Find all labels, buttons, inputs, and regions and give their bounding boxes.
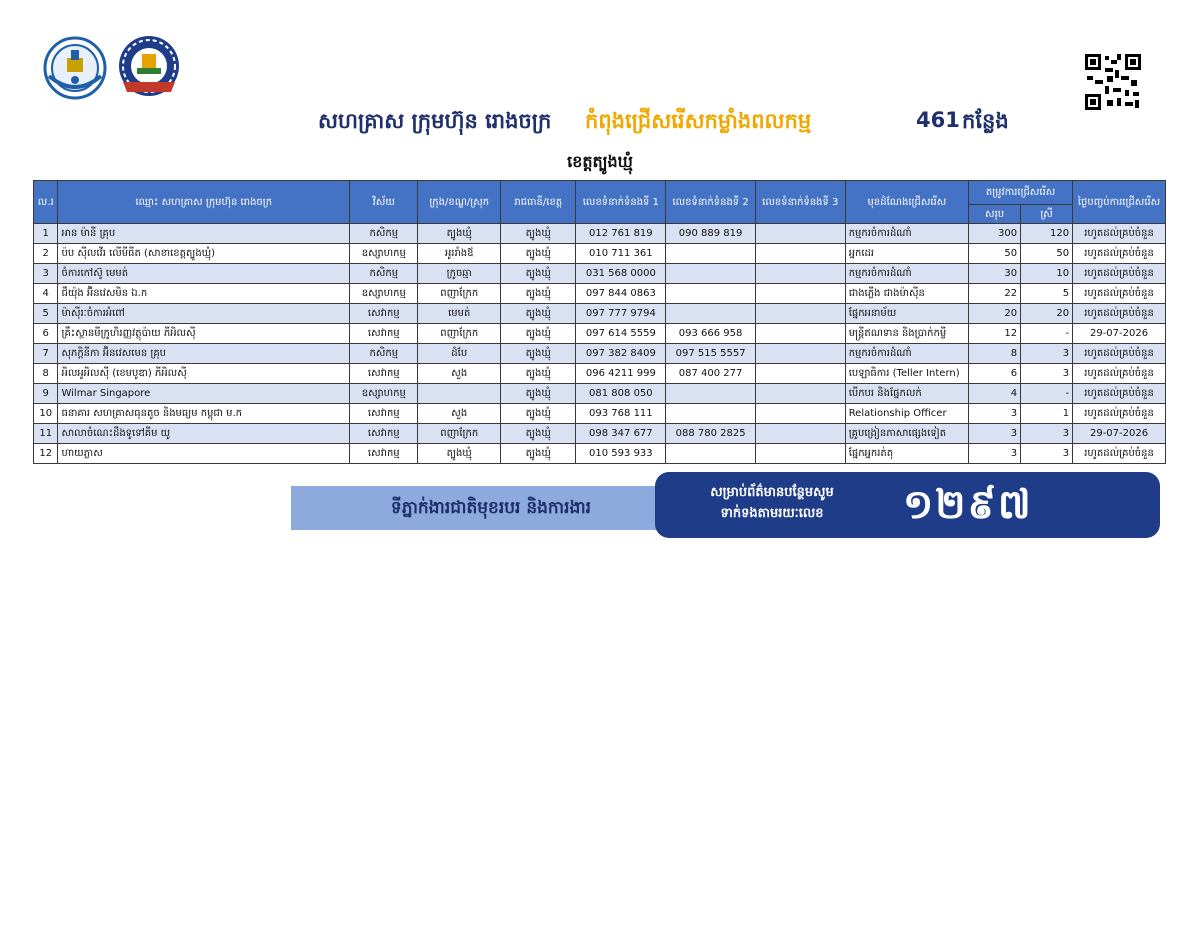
cell-phone1: 097 777 9794 — [576, 304, 666, 324]
cell-company: ចំការកៅស៊ូ មេមត់ — [58, 264, 350, 284]
cell-female: 20 — [1021, 304, 1073, 324]
cell-district: សួង — [418, 404, 501, 424]
cell-phone1: 031 568 0000 — [576, 264, 666, 284]
cell-phone1: 081 808 050 — [576, 384, 666, 404]
cell-sector: ឧស្សាហកម្ម — [350, 284, 418, 304]
job-listing-table — [33, 180, 1166, 464]
ministry-emblem-logo — [43, 36, 107, 100]
cell-company: សាលាចំណេះដឹងទូទៅគីម យូ — [58, 424, 350, 444]
cell-total: 12 — [969, 324, 1021, 344]
cell-phone3 — [755, 404, 845, 424]
cell-total: 8 — [969, 344, 1021, 364]
cell-district: ត្បូងឃ្មុំ — [418, 444, 501, 464]
cell-phone1: 012 761 819 — [576, 224, 666, 244]
cell-company: Wilmar Singapore — [58, 384, 350, 404]
cell-sector: កសិកម្ម — [350, 344, 418, 364]
cell-position: បេឡាធិការ (Teller Intern) — [845, 364, 968, 384]
cell-sector: សេវាកម្ម — [350, 364, 418, 384]
cell-no: 7 — [34, 344, 58, 364]
cell-female: 3 — [1021, 344, 1073, 364]
header-phone2: លេខទំនាក់ទំនងទី 2 — [666, 181, 756, 224]
cell-no: 8 — [34, 364, 58, 384]
cell-phone3 — [755, 424, 845, 444]
cell-deadline: រហូតដល់គ្រប់ចំនួន — [1073, 304, 1166, 324]
cell-district: សួង — [418, 364, 501, 384]
cell-phone1: 097 844 0863 — [576, 284, 666, 304]
header-total: សរុប — [969, 205, 1021, 224]
cell-phone1: 097 614 5559 — [576, 324, 666, 344]
cell-phone2 — [666, 244, 756, 264]
cell-phone2: 088 780 2825 — [666, 424, 756, 444]
cell-phone3 — [755, 344, 845, 364]
table-row — [34, 264, 1166, 284]
cell-phone3 — [755, 304, 845, 324]
cell-no: 12 — [34, 444, 58, 464]
cell-district: អូររាំងឪ — [418, 244, 501, 264]
cell-phone2 — [666, 284, 756, 304]
cell-province: ត្បូងឃ្មុំ — [501, 364, 576, 384]
cell-province: ត្បូងឃ្មុំ — [501, 424, 576, 444]
cell-position: ជាងភ្លើង ជាងម៉ាស៊ីន — [845, 284, 968, 304]
cell-company: ហាយភ្លាស — [58, 444, 350, 464]
table-row — [34, 224, 1166, 244]
table-row — [34, 404, 1166, 424]
cell-sector: កសិកម្ម — [350, 224, 418, 244]
cell-total: 30 — [969, 264, 1021, 284]
cell-no: 3 — [34, 264, 58, 284]
title-entities: សហគ្រាស ក្រុមហ៊ុន រោងចក្រ — [318, 109, 552, 133]
title-row — [0, 108, 1200, 142]
cell-phone3 — [755, 444, 845, 464]
cell-phone1: 096 4211 999 — [576, 364, 666, 384]
cell-total: 3 — [969, 444, 1021, 464]
cell-phone3 — [755, 324, 845, 344]
table-row — [34, 284, 1166, 304]
cell-district: មេមត់ — [418, 304, 501, 324]
table-row — [34, 424, 1166, 444]
cell-total: 4 — [969, 384, 1021, 404]
cell-female: 3 — [1021, 444, 1073, 464]
cell-female: 3 — [1021, 424, 1073, 444]
cell-total: 22 — [969, 284, 1021, 304]
cell-total: 3 — [969, 424, 1021, 444]
cell-no: 9 — [34, 384, 58, 404]
cell-province: ត្បូងឃ្មុំ — [501, 444, 576, 464]
cell-no: 1 — [34, 224, 58, 244]
cell-position: ផ្នែកអ្នករត់តុ — [845, 444, 968, 464]
cell-deadline: រហូតដល់គ្រប់ចំនួន — [1073, 284, 1166, 304]
cell-province: ត្បូងឃ្មុំ — [501, 304, 576, 324]
cell-no: 4 — [34, 284, 58, 304]
cell-position: អ្នកដេរ — [845, 244, 968, 264]
qr-code — [1083, 52, 1143, 112]
title-count: 461 — [916, 108, 960, 132]
cell-district: ពញាក្រែក — [418, 284, 501, 304]
cell-phone3 — [755, 364, 845, 384]
header-female: ស្រី — [1021, 205, 1073, 224]
cell-total: 3 — [969, 404, 1021, 424]
cell-province: ត្បូងឃ្មុំ — [501, 384, 576, 404]
cell-total: 20 — [969, 304, 1021, 324]
title-recruiting: កំពុងជ្រើសរើសកម្លាំងពលកម្ម — [585, 109, 812, 133]
cell-company: អាន ម៉ានី គ្រុប — [58, 224, 350, 244]
cell-sector: ឧស្សាហកម្ម — [350, 244, 418, 264]
hotline-banner — [655, 472, 1160, 538]
table-row — [34, 384, 1166, 404]
cell-district — [418, 384, 501, 404]
cell-company: អិលអូអិលស៊ី (ខេមបូឌា) ភីអិលស៊ី — [58, 364, 350, 384]
nea-gear-logo — [115, 34, 183, 100]
province-subtitle: ខេត្តត្បូងឃ្មុំ — [567, 152, 633, 171]
cell-company: ម៉ាស៊ីរៈចំការអំពៅ — [58, 304, 350, 324]
cell-phone3 — [755, 284, 845, 304]
agency-name: ទីភ្នាក់ងារជាតិមុខរបរ និងការងារ — [390, 498, 592, 518]
header-position: មុខដំណែងជ្រើសរើស — [845, 181, 968, 224]
cell-province: ត្បូងឃ្មុំ — [501, 224, 576, 244]
cell-phone2 — [666, 444, 756, 464]
cell-position: កម្មករចំការដំណាំ — [845, 264, 968, 284]
header-sector: វិស័យ — [350, 181, 418, 224]
cell-no: 6 — [34, 324, 58, 344]
cell-phone1: 010 711 361 — [576, 244, 666, 264]
cell-female: 120 — [1021, 224, 1073, 244]
header-district: ក្រុង/ខណ្ឌ/ស្រុក — [418, 181, 501, 224]
agency-banner — [291, 486, 691, 530]
table-row — [34, 364, 1166, 384]
header-company: ឈ្មោះ សហគ្រាស ក្រុមហ៊ុន រោងចក្រ — [58, 181, 350, 224]
cell-sector: សេវាកម្ម — [350, 404, 418, 424]
cell-no: 5 — [34, 304, 58, 324]
cell-phone2: 090 889 819 — [666, 224, 756, 244]
cell-deadline: រហូតដល់គ្រប់ចំនួន — [1073, 344, 1166, 364]
cell-sector: កសិកម្ម — [350, 264, 418, 284]
cell-district: ដំបែ — [418, 344, 501, 364]
cell-phone3 — [755, 384, 845, 404]
cell-position: កម្មករចំការដំណាំ — [845, 344, 968, 364]
cell-phone1: 010 593 933 — [576, 444, 666, 464]
hotline-label-line2: ទាក់ទងតាមរយៈលេខ — [720, 506, 824, 521]
cell-position: បើកបរ និងផ្នែកលក់ — [845, 384, 968, 404]
cell-province: ត្បូងឃ្មុំ — [501, 284, 576, 304]
cell-female: 10 — [1021, 264, 1073, 284]
cell-sector: សេវាកម្ម — [350, 304, 418, 324]
cell-company: ប៉ប ស៊ីលវើរ លើមីធីត (សាខាខេត្តត្បូងឃ្មុំ) — [58, 244, 350, 264]
cell-female: - — [1021, 384, 1073, 404]
cell-phone2 — [666, 404, 756, 424]
cell-deadline: រហូតដល់គ្រប់ចំនួន — [1073, 224, 1166, 244]
cell-position: មន្ត្រីឥណទាន និងប្រាក់កម្ចី — [845, 324, 968, 344]
cell-phone2 — [666, 264, 756, 284]
cell-company: ជឹយ៉ុង អ៊ិនវេសមិន ឯ.ក — [58, 284, 350, 304]
cell-sector: សេវាកម្ម — [350, 324, 418, 344]
cell-female: 3 — [1021, 364, 1073, 384]
hotline-label-line1: សម្រាប់ព័ត៌មានបន្ថែមសូម — [710, 485, 834, 500]
cell-deadline: 29-07-2026 — [1073, 324, 1166, 344]
table-row — [34, 324, 1166, 344]
cell-sector: សេវាកម្ម — [350, 444, 418, 464]
cell-company: សុភក្តិនីកា អ៊ិនវេសមេន គ្រុប — [58, 344, 350, 364]
cell-phone3 — [755, 244, 845, 264]
cell-no: 2 — [34, 244, 58, 264]
cell-position: ផ្នែកអនាម័យ — [845, 304, 968, 324]
cell-total: 50 — [969, 244, 1021, 264]
cell-sector: ឧស្សាហកម្ម — [350, 384, 418, 404]
cell-province: ត្បូងឃ្មុំ — [501, 344, 576, 364]
cell-district: ពញាក្រែក — [418, 424, 501, 444]
cell-phone2 — [666, 384, 756, 404]
cell-phone2 — [666, 304, 756, 324]
cell-no: 11 — [34, 424, 58, 444]
hotline-number: ១២៩៧ — [903, 482, 1033, 528]
cell-female: - — [1021, 324, 1073, 344]
cell-position: Relationship Officer — [845, 404, 968, 424]
cell-deadline: 29-07-2026 — [1073, 424, 1166, 444]
cell-company: គ្រឹះស្ថានមីក្រូហិរញ្ញវត្ថុប៉ាយ ភីអិលស៊ី — [58, 324, 350, 344]
cell-phone1: 098 347 677 — [576, 424, 666, 444]
table-row — [34, 344, 1166, 364]
cell-deadline: រហូតដល់គ្រប់ចំនួន — [1073, 404, 1166, 424]
cell-total: 6 — [969, 364, 1021, 384]
header-phone1: លេខទំនាក់ទំនងទី 1 — [576, 181, 666, 224]
cell-female: 1 — [1021, 404, 1073, 424]
cell-deadline: រហូតដល់គ្រប់ចំនួន — [1073, 244, 1166, 264]
title-unit: កន្លែង — [962, 109, 1009, 133]
header-deadline: ថ្ងៃបញ្ចប់ការជ្រើសរើស — [1073, 181, 1166, 224]
table-row — [34, 444, 1166, 464]
cell-district: ត្បូងឃ្មុំ — [418, 224, 501, 244]
cell-sector: សេវាកម្ម — [350, 424, 418, 444]
cell-position: គ្រូបង្រៀនភាសាផ្សេងទៀត — [845, 424, 968, 444]
table-row — [34, 244, 1166, 264]
header-no: ល.រ — [34, 181, 58, 224]
cell-total: 300 — [969, 224, 1021, 244]
cell-phone2: 097 515 5557 — [666, 344, 756, 364]
cell-company: ធនាគារ សហគ្រាសធុនតូច និងមធ្យម កម្ពុជា ម.ក — [58, 404, 350, 424]
cell-female: 50 — [1021, 244, 1073, 264]
cell-province: ត្បូងឃ្មុំ — [501, 404, 576, 424]
cell-phone3 — [755, 264, 845, 284]
cell-province: ត្បូងឃ្មុំ — [501, 264, 576, 284]
header-phone3: លេខទំនាក់ទំនងទី 3 — [755, 181, 845, 224]
cell-female: 5 — [1021, 284, 1073, 304]
cell-district: ក្រូចឆ្មា — [418, 264, 501, 284]
cell-no: 10 — [34, 404, 58, 424]
cell-province: ត្បូងឃ្មុំ — [501, 244, 576, 264]
cell-phone2: 093 666 958 — [666, 324, 756, 344]
cell-phone2: 087 400 277 — [666, 364, 756, 384]
table-row — [34, 304, 1166, 324]
cell-deadline: រហូតដល់គ្រប់ចំនួន — [1073, 264, 1166, 284]
cell-phone3 — [755, 224, 845, 244]
cell-district: ពញាក្រែក — [418, 324, 501, 344]
cell-phone1: 097 382 8409 — [576, 344, 666, 364]
cell-deadline: រហូតដល់គ្រប់ចំនួន — [1073, 444, 1166, 464]
cell-province: ត្បូងឃ្មុំ — [501, 324, 576, 344]
header-demand: តម្រូវការជ្រើសរើស — [969, 181, 1073, 205]
cell-deadline: រហូតដល់គ្រប់ចំនួន — [1073, 384, 1166, 404]
header-province: រាជធានី/ខេត្ត — [501, 181, 576, 224]
cell-position: កម្មករចំការដំណាំ — [845, 224, 968, 244]
cell-deadline: រហូតដល់គ្រប់ចំនួន — [1073, 364, 1166, 384]
cell-phone1: 093 768 111 — [576, 404, 666, 424]
